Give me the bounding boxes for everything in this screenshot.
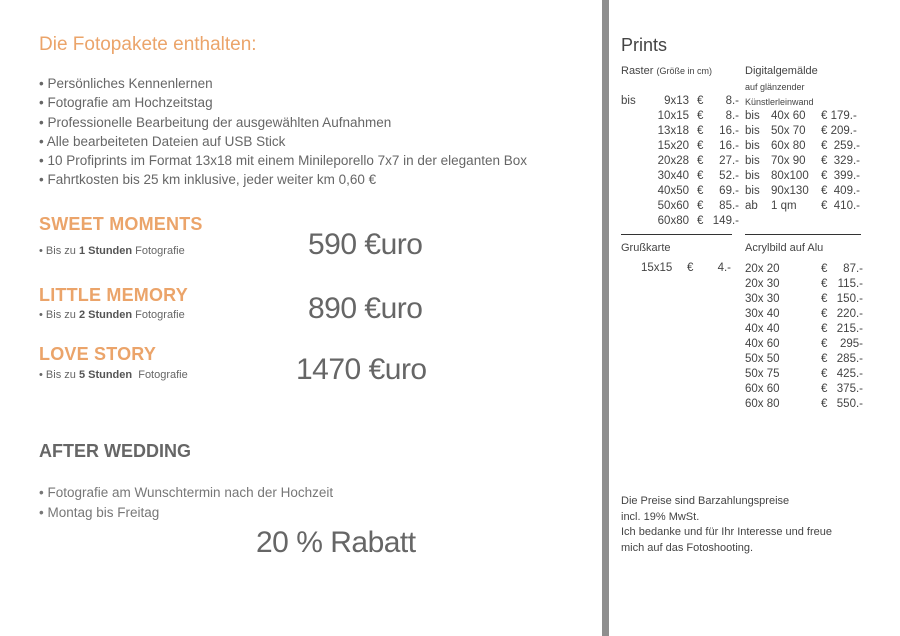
package-title-love-story: LOVE STORY	[39, 344, 157, 364]
size: 40x 40	[745, 323, 780, 335]
size-prefix: bis	[621, 95, 636, 107]
price: 115.-	[837, 278, 863, 290]
size: 60x 80	[745, 398, 780, 410]
currency: €	[821, 383, 828, 395]
price: 4.-	[717, 262, 731, 274]
bullet-icon: •	[39, 133, 44, 149]
size-prefix	[621, 124, 640, 139]
package-price: 1470 €uro	[296, 353, 427, 386]
price-row	[621, 154, 739, 169]
note-line: incl. 19% MwSt.	[621, 510, 700, 523]
size-prefix: bis	[745, 125, 760, 137]
price-row	[745, 397, 863, 412]
package-title-little-memory: LITTLE MEMORY	[39, 285, 188, 305]
currency: €	[697, 200, 704, 212]
price: 550.-	[836, 398, 863, 410]
package-price: 590 €uro	[308, 228, 423, 261]
price: € 410.-	[821, 200, 860, 212]
price-row	[745, 337, 863, 352]
size-prefix	[621, 214, 640, 229]
size-prefix	[621, 154, 640, 169]
price: € 259.-	[821, 140, 860, 152]
price-row	[621, 109, 739, 124]
currency: €	[697, 95, 704, 107]
price-row	[745, 262, 863, 277]
digital-sub1: auf glänzender	[745, 82, 805, 92]
currency: €	[697, 125, 704, 137]
size: 60x80	[657, 215, 689, 227]
currency: €	[687, 262, 694, 274]
size: 40x50	[657, 185, 689, 197]
after-wedding-title: AFTER WEDDING	[39, 441, 191, 461]
size: 15x15	[641, 262, 673, 274]
size: 80x100	[771, 170, 809, 182]
size: 50x60	[657, 200, 689, 212]
digital-label: Digitalgemälde	[745, 65, 818, 77]
bullet-icon: •	[39, 485, 44, 500]
price: 27.-	[719, 155, 739, 167]
size: 40x 60	[771, 110, 806, 122]
price-row	[745, 307, 863, 322]
price: 85.-	[719, 200, 739, 212]
currency: €	[821, 278, 828, 290]
prints-panel	[609, 0, 900, 636]
raster-label: Raster (Größe in cm)	[621, 65, 712, 77]
size: 40x 60	[745, 338, 780, 350]
package-duration: • Bis zu 2 Stunden Fotografie	[39, 309, 185, 321]
acryl-table	[745, 262, 863, 412]
price: 285.-	[836, 353, 863, 365]
currency: €	[697, 215, 704, 227]
price-row	[745, 367, 863, 382]
currency: €	[821, 263, 828, 275]
digital-sub2: Künstlerleinwand	[745, 97, 814, 107]
currency: €	[821, 323, 828, 335]
currency: €	[821, 293, 828, 305]
size-prefix: bis	[745, 185, 760, 197]
price-row	[745, 169, 860, 184]
bullet-icon: •	[39, 245, 43, 257]
price-row	[745, 184, 860, 199]
price: 220.-	[836, 308, 863, 320]
currency: €	[821, 338, 828, 350]
size-prefix	[621, 169, 640, 184]
currency: €	[821, 398, 828, 410]
size: 50x 75	[745, 368, 780, 380]
currency: €	[697, 140, 704, 152]
size: 20x 20	[745, 263, 780, 275]
currency: €	[821, 308, 828, 320]
size: 30x 40	[745, 308, 780, 320]
currency: €	[697, 185, 704, 197]
price: 215.-	[836, 323, 863, 335]
digital-table	[745, 109, 860, 214]
price-row	[745, 124, 860, 139]
size-prefix	[621, 184, 640, 199]
price: 150.-	[836, 293, 863, 305]
price-row	[745, 139, 860, 154]
feature-item: • 10 Profiprints im Format 13x18 mit einem Minileporello 7x7 in der eleganten Box	[39, 153, 527, 169]
size: 20x 30	[745, 278, 780, 290]
price-row	[641, 261, 731, 276]
size-prefix: bis	[745, 170, 760, 182]
price: 52.-	[719, 170, 739, 182]
prints-title: Prints	[621, 35, 668, 55]
size: 90x130	[771, 185, 809, 197]
price: 375.-	[836, 383, 863, 395]
bullet-icon: •	[39, 95, 44, 111]
price: 16.-	[719, 140, 739, 152]
bullet-icon: •	[39, 153, 44, 169]
raster-table	[621, 94, 739, 229]
bullet-icon: •	[39, 504, 44, 520]
feature-item: • Fahrtkosten bis 25 km inklusive, jeder weiter km 0,60 €	[39, 172, 377, 188]
after-wedding-list	[39, 483, 333, 522]
digital-divider	[745, 234, 861, 235]
bullet-icon: •	[39, 309, 43, 321]
features-list	[39, 74, 527, 190]
price: € 399.-	[821, 170, 860, 182]
price: 8.-	[725, 95, 739, 107]
acryl-label: Acrylbild auf Alu	[745, 242, 824, 254]
size-prefix	[621, 109, 640, 124]
size: 30x40	[657, 170, 689, 182]
size: 50x 70	[771, 125, 806, 137]
bullet-icon: •	[39, 172, 44, 188]
grusskarte-table	[641, 261, 731, 276]
price-row	[621, 139, 739, 154]
package-title-sweet-moments: SWEET MOMENTS	[39, 214, 203, 234]
size-prefix	[621, 139, 640, 154]
note-line: Die Preise sind Barzahlungspreise	[621, 495, 790, 507]
size-prefix: bis	[745, 110, 760, 122]
currency: €	[697, 170, 704, 182]
price: 69.-	[719, 185, 739, 197]
intro-title: Die Fotopakete enthalten:	[39, 34, 257, 55]
price: € 209.-	[821, 125, 857, 137]
price-row	[621, 184, 739, 199]
size: 70x 90	[771, 155, 806, 167]
grusskarte-label: Grußkarte	[621, 242, 671, 254]
price: € 179.-	[821, 110, 857, 122]
price-row	[745, 154, 860, 169]
currency: €	[697, 110, 704, 122]
price: 149.-	[712, 215, 739, 227]
after-wedding-item: • Fotografie am Wunschtermin nach der Hochzeit	[39, 485, 334, 500]
bullet-icon: •	[39, 76, 44, 91]
package-duration: • Bis zu 1 Stunden Fotografie	[39, 245, 185, 257]
price: 8.-	[725, 110, 739, 122]
discount-label: 20 % Rabatt	[256, 526, 416, 559]
price-row	[621, 214, 739, 229]
bullet-icon: •	[39, 369, 43, 381]
price: 87.-	[843, 263, 863, 275]
price-row	[621, 124, 739, 139]
size-prefix: ab	[745, 200, 758, 212]
bullet-icon: •	[39, 114, 44, 130]
price: € 409.-	[821, 185, 860, 197]
price-row	[745, 322, 863, 337]
price-row	[621, 199, 739, 214]
price-row	[745, 352, 863, 367]
feature-item: • Persönliches Kennenlernen	[39, 76, 213, 91]
feature-item: • Professionelle Bearbeitung der ausgewählten Aufnahmen	[39, 114, 392, 130]
after-wedding-item: • Montag bis Freitag	[39, 504, 160, 520]
size-prefix: bis	[745, 140, 760, 152]
package-price: 890 €uro	[308, 292, 423, 325]
size: 50x 50	[745, 353, 780, 365]
size: 60x 60	[745, 383, 780, 395]
price-row	[745, 292, 863, 307]
size: 1 qm	[771, 200, 797, 212]
price-row	[745, 109, 860, 124]
feature-item: • Fotografie am Hochzeitstag	[39, 95, 213, 111]
size: 13x18	[657, 125, 689, 137]
currency: €	[697, 155, 704, 167]
raster-divider	[621, 234, 732, 235]
size: 9x13	[664, 95, 689, 107]
price-row	[745, 199, 860, 214]
vertical-divider	[602, 0, 609, 636]
note-line: mich auf das Fotoshooting.	[621, 541, 754, 554]
price: € 329.-	[821, 155, 860, 167]
price-row	[745, 382, 863, 397]
size: 10x15	[657, 110, 689, 122]
size: 15x20	[657, 140, 689, 152]
size: 60x 80	[771, 140, 806, 152]
package-duration: • Bis zu 5 Stunden Fotografie	[39, 369, 188, 381]
price-row	[621, 169, 739, 184]
price: 16.-	[719, 125, 739, 137]
feature-item: • Alle bearbeiteten Dateien auf USB Stick	[39, 133, 286, 149]
price: 295-	[839, 338, 863, 350]
price: 425.-	[836, 368, 863, 380]
currency: €	[821, 353, 828, 365]
currency: €	[821, 368, 828, 380]
size: 30x 30	[745, 293, 780, 305]
price-row	[621, 94, 739, 109]
size-prefix	[621, 199, 640, 214]
price-row	[745, 277, 863, 292]
note-line: Ich bedanke und für Ihr Interesse und freue	[621, 526, 832, 538]
size-prefix: bis	[745, 155, 760, 167]
price-notes	[621, 494, 832, 556]
size: 20x28	[657, 155, 689, 167]
